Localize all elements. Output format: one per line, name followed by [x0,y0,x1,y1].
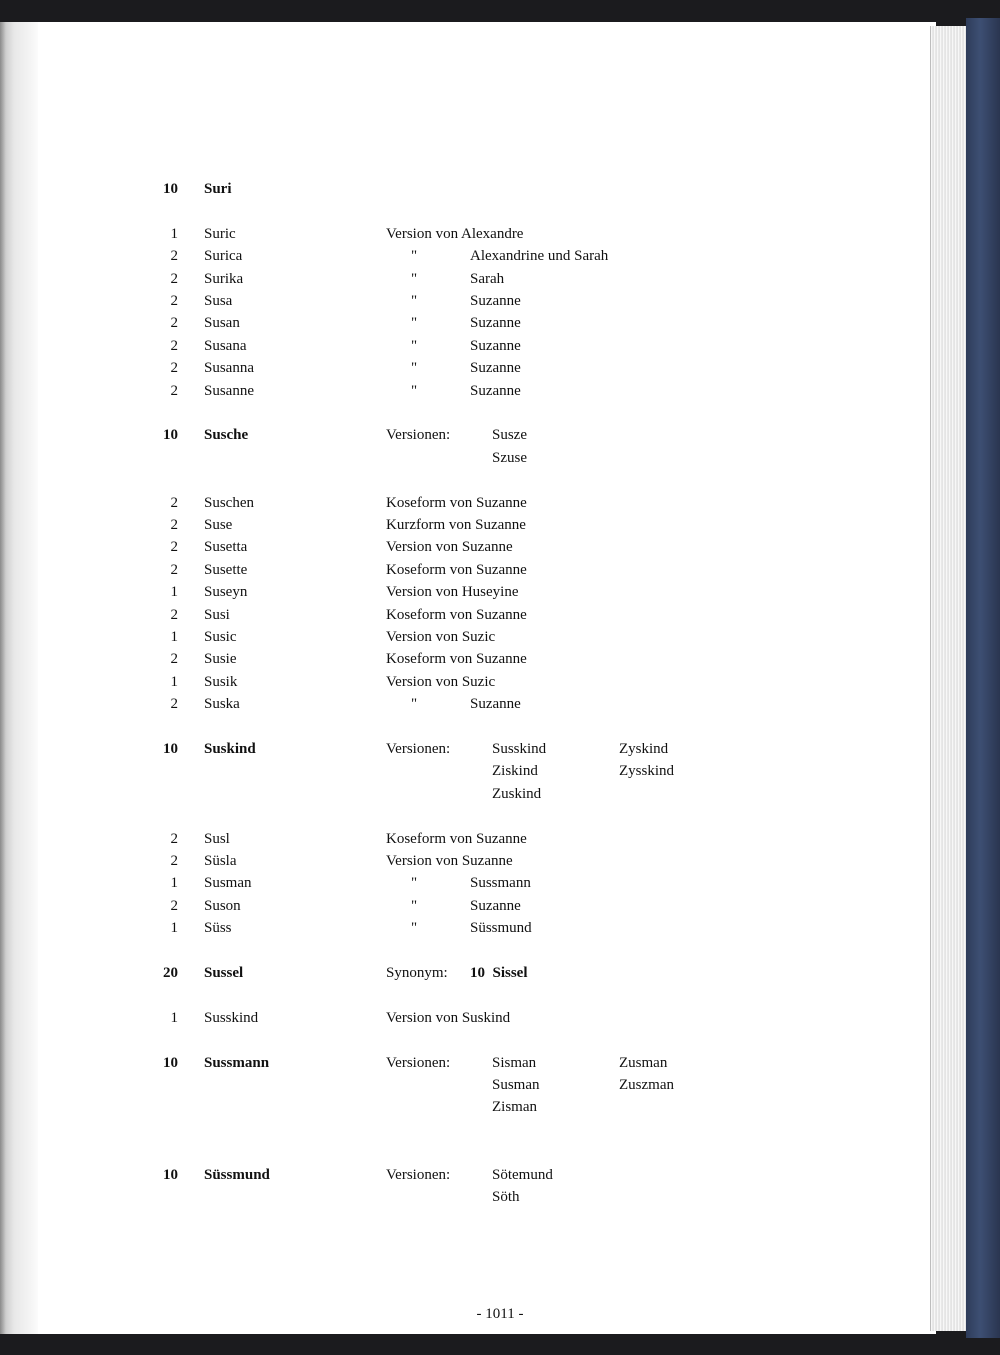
entry-row [0,831,1000,853]
entry-frequency: 2 [170,561,178,578]
entry-frequency: 1 [170,584,178,601]
ditto-mark: " [411,293,418,309]
entry-frequency: 2 [170,830,178,847]
ditto-mark: " [411,382,418,399]
entry-description: Kurzform von Suzanne [386,517,526,533]
entry-continuation-row [0,763,1000,785]
entry-name: Suric [204,225,236,242]
entry-row [0,853,1000,875]
entry-row [0,696,1000,718]
entry-frequency: 2 [170,315,178,332]
entry-row [0,181,1000,203]
version-name: Sötemund [492,1166,553,1183]
entry-reference: Suzanne [470,315,521,332]
ditto-mark: " [411,337,418,354]
entry-frequency: 2 [170,360,178,377]
entry-row [0,383,1000,405]
entry-reference: Suzanne [470,382,521,399]
entry-frequency: 10 [163,1166,178,1183]
version-name: Söth [492,1189,520,1205]
entry-name: Suschen [204,494,254,511]
entry-row [0,965,1000,987]
entry-description: Synonym: [386,965,448,981]
entry-row [0,1167,1000,1189]
entry-name: Süss [204,920,232,937]
entry-frequency: 2 [170,382,178,399]
entry-frequency: 2 [170,517,178,533]
entry-name: Susette [204,561,248,578]
entry-frequency: 10 [163,181,178,197]
entry-row [0,741,1000,763]
entry-reference: Suzanne [470,337,521,354]
entry-frequency: 2 [170,696,178,713]
entry-frequency: 10 [163,427,178,444]
entry-row [0,517,1000,539]
ditto-mark: " [411,897,418,914]
entry-name: Surica [204,248,243,265]
version-name: Zuszman [619,1077,674,1093]
entry-frequency: 2 [170,270,178,287]
entry-continuation-row [0,1077,1000,1099]
entry-row [0,539,1000,561]
entry-frequency: 2 [170,853,178,869]
entry-row [0,226,1000,248]
entry-frequency: 2 [170,539,178,556]
entry-frequency: 2 [170,494,178,511]
entry-frequency: 2 [170,897,178,914]
entry-row [0,607,1000,629]
entry-name: Suskind [204,741,256,757]
entry-description: Versionen: [386,741,451,757]
entry-name: Susi [204,606,230,623]
version-name: Sisman [492,1054,537,1071]
entry-continuation-row [0,450,1000,472]
entry-name: Suson [204,897,241,914]
entry-name: Susetta [204,539,248,556]
ditto-mark: " [411,696,418,713]
entry-row [0,315,1000,337]
entry-name: Susa [204,293,233,309]
entry-name: Susl [204,830,230,847]
entry-name: Sussel [204,965,244,981]
entry-row [0,1055,1000,1077]
entry-name: Surika [204,270,244,287]
entry-description: Version von Alexandre [386,225,524,242]
entry-reference: Suzanne [470,696,521,713]
entry-continuation-row [0,1189,1000,1211]
version-name: Zysskind [619,763,675,780]
entry-description: Versionen: [386,1166,451,1183]
entry-description: Version von Suzic [386,673,496,690]
entry-name: Suri [204,181,232,197]
entry-name: Süsla [204,853,237,869]
entry-description: Version von Suzanne [386,539,513,556]
entry-frequency: 1 [170,225,178,242]
entry-continuation-row [0,786,1000,808]
entry-continuation-row [0,1099,1000,1121]
entry-name: Susche [204,427,249,444]
entry-frequency: 1 [170,629,178,645]
version-name: Zyskind [619,741,669,757]
version-name: Zisman [492,1099,537,1116]
entry-row [0,293,1000,315]
entry-description: Version von Huseyine [386,584,519,601]
ditto-mark: " [411,248,418,265]
synonym-reference: 10 Sissel [470,965,528,981]
ditto-mark: " [411,875,418,892]
entry-row [0,920,1000,942]
entry-description: Version von Suzic [386,629,496,645]
entry-frequency: 1 [170,875,178,892]
entry-reference: Sarah [470,270,505,287]
entry-name: Susie [204,651,237,668]
entry-name: Suseyn [204,584,248,601]
ditto-mark: " [411,360,418,377]
entry-frequency: 20 [163,965,178,981]
entry-reference: Suzanne [470,897,521,914]
version-name: Susze [492,427,527,444]
entry-name: Suse [204,517,233,533]
entry-frequency: 2 [170,248,178,265]
entry-name: Susana [204,337,247,354]
entry-reference: Suzanne [470,293,521,309]
entry-name: Susskind [204,1009,259,1026]
entry-frequency: 10 [163,1054,178,1071]
entry-frequency: 1 [170,920,178,937]
entry-row [0,584,1000,606]
entry-description: Versionen: [386,1054,451,1071]
entry-row [0,271,1000,293]
entry-name: Susman [204,875,252,892]
entry-description: Koseform von Suzanne [386,561,527,578]
entry-row [0,898,1000,920]
entry-row [0,651,1000,673]
version-name: Susskind [492,741,547,757]
entry-reference: Alexandrine und Sarah [470,248,609,265]
entry-name: Suska [204,696,240,713]
entry-description: Versionen: [386,427,451,444]
ditto-mark: " [411,270,418,287]
entry-name: Susic [204,629,237,645]
entry-name: Susanna [204,360,254,377]
entry-reference: Süssmund [470,920,532,937]
entry-row [0,495,1000,517]
entry-frequency: 1 [170,1009,178,1026]
entry-description: Version von Suskind [386,1009,511,1026]
entry-name: Sussmann [204,1054,270,1071]
version-name: Susman [492,1077,540,1093]
entry-row [0,248,1000,270]
entry-reference: Suzanne [470,360,521,377]
entry-name: Susanne [204,382,254,399]
version-name: Zuskind [492,785,542,802]
entry-row [0,1010,1000,1032]
ditto-mark: " [411,920,418,937]
entry-name: Susan [204,315,240,332]
entry-frequency: 2 [170,337,178,354]
page-number: - 1011 - [476,1306,524,1322]
entry-frequency: 1 [170,673,178,690]
entry-description: Koseform von Suzanne [386,830,527,847]
entry-row [0,629,1000,651]
entry-row [0,674,1000,696]
entry-frequency: 2 [170,606,178,623]
entry-description: Koseform von Suzanne [386,651,527,668]
entry-row [0,562,1000,584]
entry-row [0,338,1000,360]
entry-frequency: 2 [170,651,178,668]
entry-reference: Sussmann [470,875,531,892]
ditto-mark: " [411,315,418,332]
entry-row [0,427,1000,449]
entry-description: Version von Suzanne [386,853,513,869]
version-name: Ziskind [492,763,538,780]
entry-row [0,360,1000,382]
entry-name: Susik [204,673,238,690]
entry-row [0,875,1000,897]
version-name: Zusman [619,1054,668,1071]
version-name: Szuse [492,449,527,466]
entry-description: Koseform von Suzanne [386,494,527,511]
entry-frequency: 2 [170,293,178,309]
entry-frequency: 10 [163,741,178,757]
entry-description: Koseform von Suzanne [386,606,527,623]
entry-name: Süssmund [204,1166,270,1183]
